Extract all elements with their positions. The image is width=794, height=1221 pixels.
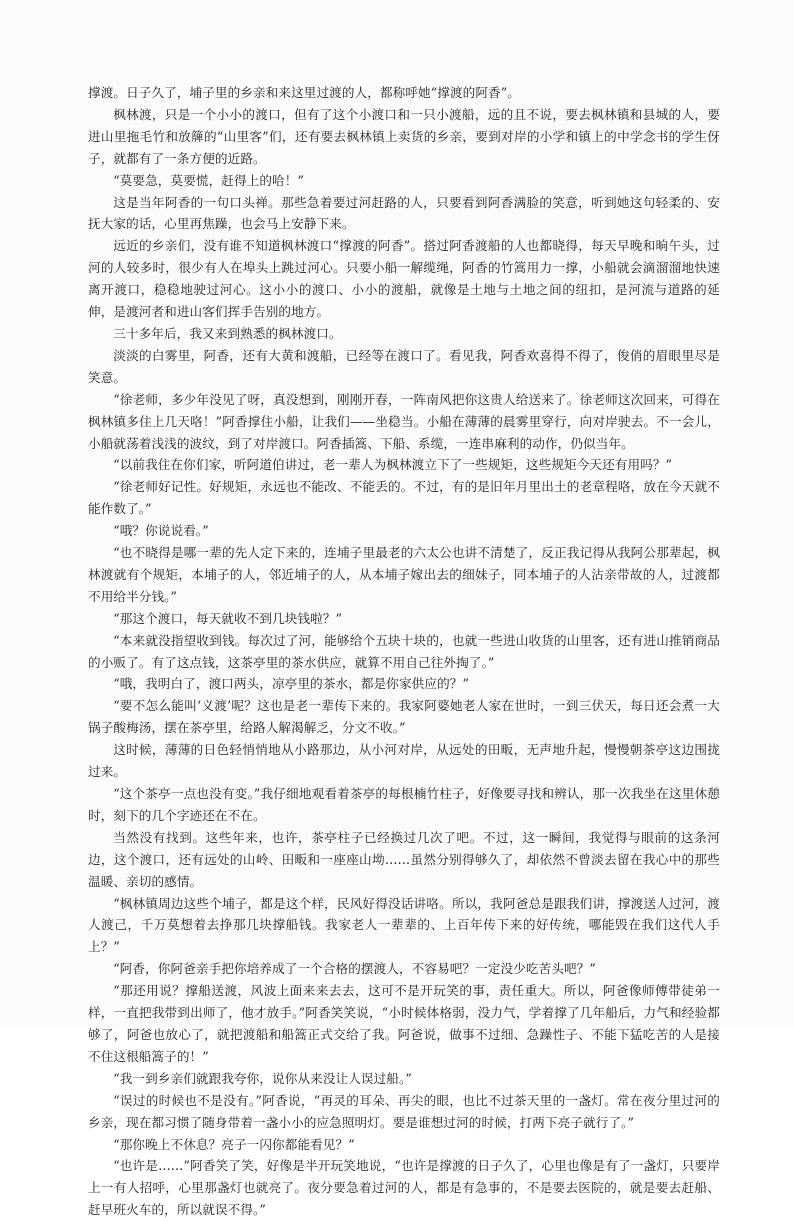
- paragraph: “我一到乡亲们就跟我夸你，说你从来没让人误过船。”: [113, 1070, 412, 1086]
- paragraph: “阿香，你阿爸亲手把你培养成了一个合格的摆渡人，不容易吧？一定没少吃苦头吧？”: [113, 961, 596, 977]
- paragraph: “也许是……”阿香笑了笑，好像是半开玩笑地说，“也许是撑渡的日子久了，心里也像是有了一盏灯，只要岸上一有人招呼，心里那盏灯也就亮了。夜分要急着过河的人，都是有急事的，不是要去医院的，就是要去赶船、赶早班火车的，所以就误不得。”: [88, 1158, 720, 1218]
- paragraph: “徐老师好记性。好规矩，永远也不能改、不能丢的。不过，有的是旧年月里出土的老章程咯，放在今天就不能作数了。”: [88, 479, 720, 517]
- paragraph: 当然没有找到。这些年来，也许，茶亭柱子已经换过几次了吧。不过，这一瞬间，我觉得与眼前的这条河边，这个渡口，还有远处的山岭、田畈和一座座山坳……虽然分别得够久了，却依然不曾淡去留在我心中的那些温暖、亲切的感情。: [88, 829, 720, 889]
- paragraph: “徐老师，多少年没见了呀，真没想到，刚刚开春，一阵南风把你这贵人给送来了。徐老师这次回来，可得在枫林镇多住上几天咯！”阿香撑住小船，让我们——坐稳当。小船在薄薄的晨雾里穿行，向对岸驶去。不一会儿，小船就荡着浅浅的波纹，到了对岸渡口。阿香插篙、下船、系缆，一连串麻利的动作，仍似当年。: [88, 391, 720, 451]
- paragraph: “以前我住在你们家，听阿道伯讲过，老一辈人为枫林渡立下了一些规矩，这些规矩今天还有用吗？”: [113, 457, 673, 473]
- paragraph: “那还用说？撑船送渡，风波上面来来去去，这可不是开玩笑的事，责任重大。所以，阿爸像师傅带徒弟一样，一直把我带到出师了，他才放手。”阿香笑笑说，“小时候体格弱，没力气，学着撑了几年船后，力气和经验都够了，阿爸也放心了，就把渡船和船篙正式交给了我。阿爸说，做事不过细、急躁性子、不能下猛吃苦的人是接不住这根船篙子的！”: [88, 983, 720, 1064]
- paragraph: “这个茶亭一点也没有变。”我仔细地观看着茶亭的每根楠竹柱子，好像要寻找和辨认，那一次我坐在这里休憩时，刻下的几个字迹还在不在。: [88, 786, 720, 823]
- paragraph: 这时候，薄薄的日色轻悄悄地从小路那边，从小河对岸，从远处的田畈，无声地升起，慢慢朝茶亭这边围拢过来。: [88, 742, 720, 780]
- article-body: [88, 82, 720, 1221]
- paragraph: “那你晚上不休息？亮子一闪你都能看见？”: [113, 1136, 355, 1152]
- paragraph: “哦，我明白了，渡口两头，凉亭里的茶水，都是你家供应的？”: [113, 676, 469, 692]
- paragraph: 撑渡。日子久了，埔子里的乡亲和来这里过渡的人，都称呼她“撑渡的阿香”。: [88, 85, 520, 100]
- paragraph: 远近的乡亲们，没有谁不知道枫林渡口“撑渡的阿香”。搭过阿香渡船的人也都晓得，每天早晚和晌午头，过河的人较多时，很少有人在埠头上跳过河心。只要小船一解缆绳，阿香的竹篙用力一撑，小船就会滴溜溜地快速离开渡口，稳稳地驶过河心。这小小的渡口、小小的渡船，就像是土地与土地之间的纽扣，是河流与道路的延伸，是渡河者和进山客们挥手告别的地方。: [88, 238, 720, 320]
- paragraph: “枫林镇周边这些个埔子，都是这个样，民风好得没话讲咯。所以，我阿爸总是跟我们讲，撑渡送人过河，渡人渡己，千万莫想着去挣那几块撑船钱。我家老人一辈辈的、上百年传下来的好传统，哪能毁在我们这代人手上？”: [88, 895, 720, 955]
- paragraph: “误过的时候也不是没有。”阿香说，“再灵的耳朵、再尖的眼，也比不过茶天里的一盏灯。常在夜分里过河的乡亲，现在都习惯了随身带着一盏小小的应急照明灯。要是谁想过河的时候，打两下亮子就行了。”: [88, 1092, 720, 1130]
- paragraph: “要不怎么能叫‘义渡’呢？这也是老一辈传下来的。我家阿婆她老人家在世时，一到三伏天，每日还会煮一大锅子酸梅汤，摆在茶亭里，给路人解渴解乏，分文不收。”: [88, 698, 720, 736]
- paragraph: “哦？你说说看。”: [113, 523, 209, 539]
- paragraph: 枫林渡，只是一个小小的渡口，但有了这个小渡口和一只小渡船，远的且不说，要去枫林镇和县城的人，要进山里拖毛竹和放簰的“山里客”们，还有要去枫林镇上卖货的乡亲，要到对岸的小学和镇上的中学念书的学生伢子，就都有了一条方便的近路。: [88, 106, 720, 166]
- paragraph: 淡淡的白雾里，阿香，还有大黄和渡船，已经等在渡口了。看见我，阿香欢喜得不得了，俊俏的眉眼里尽是笑意。: [88, 347, 720, 385]
- paragraph: 这是当年阿香的一句口头禅。那些急着要过河赶路的人，只要看到阿香满脸的笑意，听到她这句轻柔的、安抚大家的话，心里再焦躁，也会马上安静下来。: [88, 194, 720, 232]
- paragraph: 三十多年后，我又来到熟悉的枫林渡口。: [113, 325, 342, 341]
- paragraph: “莫要急，莫要慌，赶得上的哈！”: [113, 172, 304, 188]
- paragraph: “也不晓得是哪一辈的先人定下来的，连埔子里最老的六太公也讲不清楚了，反正我记得从我阿公那辈起，枫林渡就有个规矩，本埔子的人，邻近埔子的人，从本埔子嫁出去的细妹子，同本埔子的人沾亲带故的人，过渡都不用给半分钱。”: [88, 545, 720, 604]
- paragraph: “本来就没指望收到钱。每次过了河，能够给个五块十块的，也就一些进山收货的山里客，还有进山推销商品的小贩了。有了这点钱，这茶亭里的茶水供应，就算不用自己往外掏了。”: [88, 632, 720, 670]
- paragraph: “那这个渡口，每天就收不到几块钱啦？”: [113, 610, 343, 626]
